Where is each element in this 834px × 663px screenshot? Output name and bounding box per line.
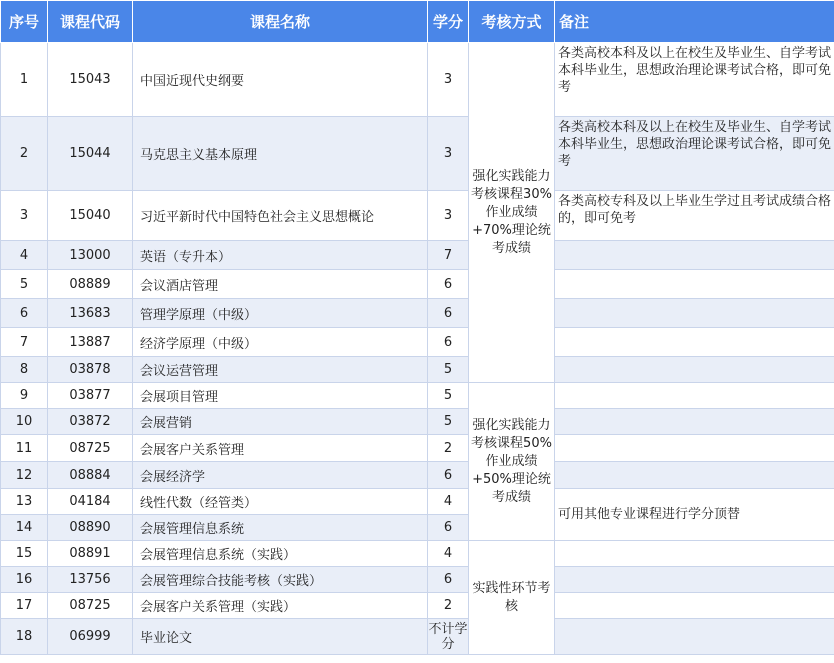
table-row (1, 593, 834, 619)
table-row (1, 299, 834, 328)
header-name: 课程名称 (133, 1, 428, 43)
row-code: 04184 (48, 489, 133, 515)
row-credit: 4 (428, 489, 469, 515)
method-cell-1: 强化实践能力考核课程30%作业成绩+70%理论统考成绩 (469, 43, 555, 383)
table-row (1, 191, 834, 241)
row-code: 15043 (48, 43, 133, 117)
row-name: 会展营销 (133, 409, 428, 435)
note-cell-empty (555, 593, 834, 619)
row-no: 13 (1, 489, 48, 515)
row-name: 英语（专升本） (133, 241, 428, 270)
note-cell-empty (555, 270, 834, 299)
row-credit: 2 (428, 435, 469, 462)
table-row (1, 241, 834, 270)
row-no: 6 (1, 299, 48, 328)
header-method: 考核方式 (469, 1, 555, 43)
row-code: 15044 (48, 117, 133, 191)
row-no: 10 (1, 409, 48, 435)
row-credit: 5 (428, 409, 469, 435)
row-code: 08891 (48, 541, 133, 567)
row-credit: 6 (428, 328, 469, 357)
row-code: 13887 (48, 328, 133, 357)
row-credit: 3 (428, 117, 469, 191)
table-row (1, 489, 834, 515)
note-cell-empty (555, 619, 834, 655)
method-cell-2: 强化实践能力考核课程50%作业成绩+50%理论统考成绩 (469, 383, 555, 541)
row-code: 08725 (48, 435, 133, 462)
row-credit: 6 (428, 270, 469, 299)
header-row (1, 1, 834, 43)
table-row (1, 619, 834, 655)
table-row (1, 270, 834, 299)
row-name: 会展管理信息系统（实践） (133, 541, 428, 567)
row-no: 9 (1, 383, 48, 409)
row-no: 11 (1, 435, 48, 462)
row-credit: 6 (428, 299, 469, 328)
row-credit: 6 (428, 515, 469, 541)
row-no: 4 (1, 241, 48, 270)
row-code: 03872 (48, 409, 133, 435)
note-cell-empty (555, 567, 834, 593)
row-credit: 3 (428, 191, 469, 241)
table-row (1, 567, 834, 593)
note-cell-empty (555, 241, 834, 270)
row-code: 03877 (48, 383, 133, 409)
header-no: 序号 (1, 1, 48, 43)
row-credit: 5 (428, 357, 469, 383)
table-row (1, 462, 834, 489)
row-code: 08725 (48, 593, 133, 619)
row-no: 3 (1, 191, 48, 241)
table-row (1, 541, 834, 567)
row-name: 会展客户关系管理 (133, 435, 428, 462)
row-name: 会展客户关系管理（实践） (133, 593, 428, 619)
row-name: 经济学原理（中级） (133, 328, 428, 357)
row-credit: 2 (428, 593, 469, 619)
row-code: 13683 (48, 299, 133, 328)
note-cell-3: 各类高校专科及以上毕业生学过且考试成绩合格的，即可免考 (555, 191, 834, 241)
row-no: 14 (1, 515, 48, 541)
row-no: 15 (1, 541, 48, 567)
note-cell-empty (555, 435, 834, 462)
note-cell-empty (555, 357, 834, 383)
row-credit: 4 (428, 541, 469, 567)
note-cell-empty (555, 462, 834, 489)
row-no: 2 (1, 117, 48, 191)
row-name: 会展管理信息系统 (133, 515, 428, 541)
row-no: 8 (1, 357, 48, 383)
header-credit: 学分 (428, 1, 469, 43)
row-code: 08889 (48, 270, 133, 299)
note-cell-empty (555, 409, 834, 435)
row-name: 会议酒店管理 (133, 270, 428, 299)
row-credit: 6 (428, 567, 469, 593)
row-name: 习近平新时代中国特色社会主义思想概论 (133, 191, 428, 241)
row-name: 会展经济学 (133, 462, 428, 489)
row-code: 03878 (48, 357, 133, 383)
row-name: 马克思主义基本原理 (133, 117, 428, 191)
table-row (1, 435, 834, 462)
note-cell-2: 各类高校本科及以上在校生及毕业生、自学考试本科毕业生，思想政治理论课考试合格，即可免考 (555, 117, 834, 191)
header-note: 备注 (555, 1, 834, 43)
row-credit: 6 (428, 462, 469, 489)
row-credit: 3 (428, 43, 469, 117)
row-code: 08890 (48, 515, 133, 541)
row-credit: 7 (428, 241, 469, 270)
row-code: 13000 (48, 241, 133, 270)
note-cell-1: 各类高校本科及以上在校生及毕业生、自学考试本科毕业生，思想政治理论课考试合格，即可免考 (555, 43, 834, 117)
row-name: 会议运营管理 (133, 357, 428, 383)
row-no: 18 (1, 619, 48, 655)
row-credit: 不计学分 (428, 619, 469, 655)
table-row (1, 383, 834, 409)
row-no: 17 (1, 593, 48, 619)
table-row (1, 328, 834, 357)
row-credit: 5 (428, 383, 469, 409)
table-row (1, 117, 834, 191)
row-code: 08884 (48, 462, 133, 489)
note-cell-empty (555, 383, 834, 409)
note-cell-empty (555, 541, 834, 567)
row-no: 12 (1, 462, 48, 489)
row-code: 15040 (48, 191, 133, 241)
row-name: 会展管理综合技能考核（实践） (133, 567, 428, 593)
row-no: 16 (1, 567, 48, 593)
method-cell-3: 实践性环节考核 (469, 541, 555, 655)
row-name: 中国近现代史纲要 (133, 43, 428, 117)
header-code: 课程代码 (48, 1, 133, 43)
table-row (1, 409, 834, 435)
row-name: 线性代数（经管类） (133, 489, 428, 515)
row-no: 7 (1, 328, 48, 357)
note-cell-empty (555, 328, 834, 357)
row-code: 06999 (48, 619, 133, 655)
table-row (1, 43, 834, 117)
row-no: 1 (1, 43, 48, 117)
row-code: 13756 (48, 567, 133, 593)
note-cell-4: 可用其他专业课程进行学分顶替 (555, 489, 834, 541)
row-no: 5 (1, 270, 48, 299)
row-name: 毕业论文 (133, 619, 428, 655)
row-name: 管理学原理（中级） (133, 299, 428, 328)
row-name: 会展项目管理 (133, 383, 428, 409)
note-cell-empty (555, 299, 834, 328)
table-row (1, 357, 834, 383)
